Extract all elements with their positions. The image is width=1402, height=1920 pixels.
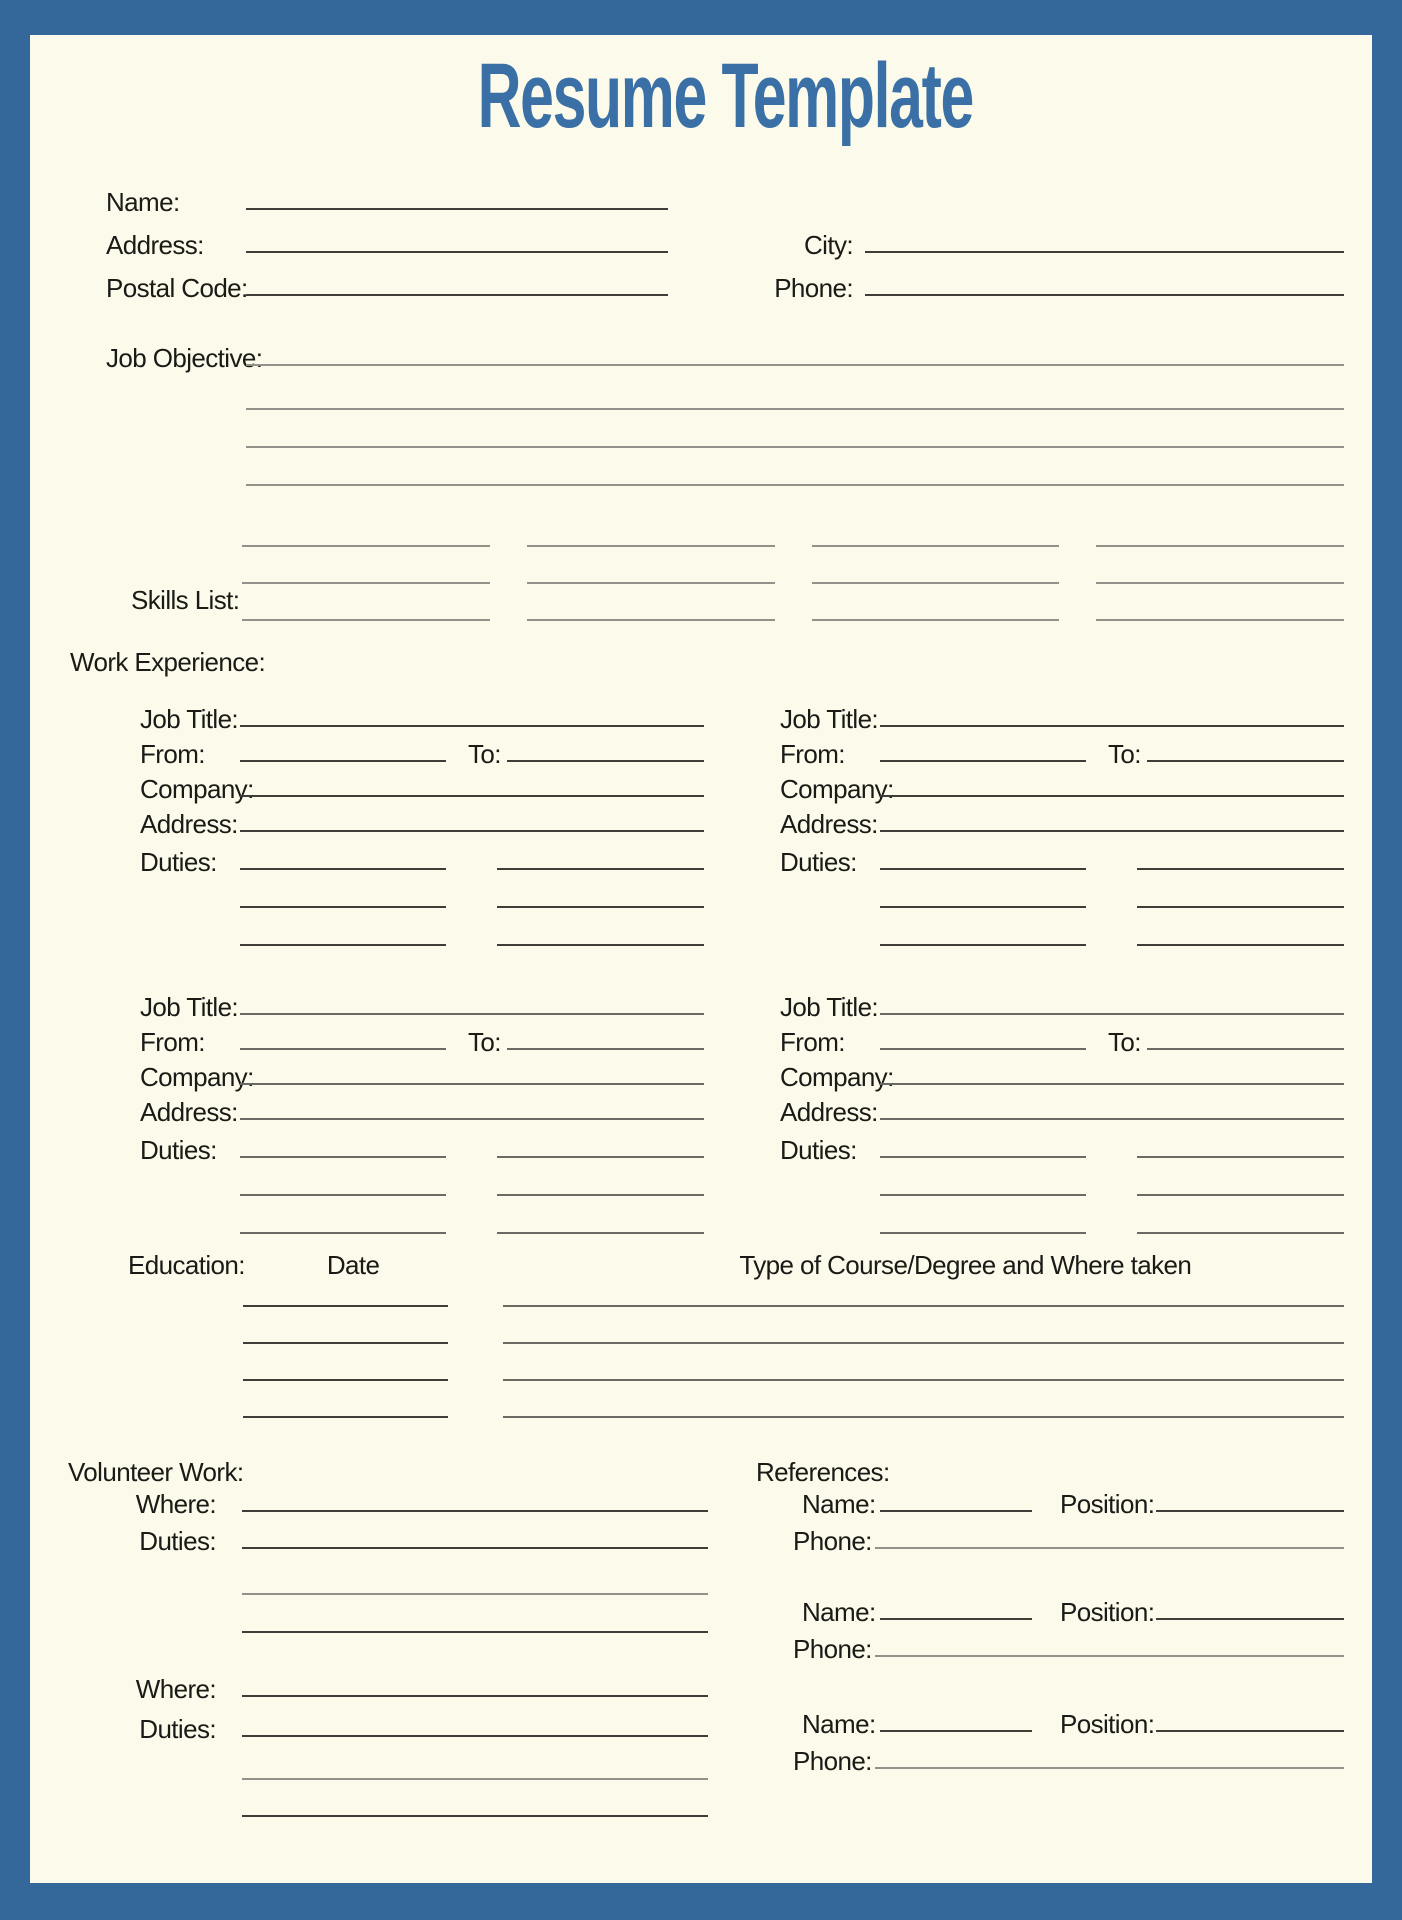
postal-phone-row [106,258,1344,301]
duties-line[interactable] [497,944,704,946]
job-title-line[interactable] [240,725,704,727]
address-label: Address: [140,809,238,839]
volunteer-duties-line[interactable] [242,1554,708,1595]
volunteer-work-section [68,1453,708,1817]
from-label: From: [140,739,205,769]
address-label: Address: [106,230,204,260]
address-label: Address: [780,809,878,839]
personal-info-section [106,172,1344,301]
education-course-line[interactable] [503,1305,1344,1307]
job-title-line[interactable] [880,1013,1344,1015]
education-row [106,1386,1344,1423]
volunteer-duties-line[interactable] [242,1780,708,1817]
company-label: Company: [140,1062,254,1092]
skills-section [106,510,1344,621]
volunteer-work-header: Volunteer Work: [68,1457,244,1487]
volunteer-duties-line[interactable] [242,1595,708,1633]
reference-phone-line[interactable] [875,1547,1344,1549]
volunteer-duties-line[interactable] [242,1735,708,1737]
address-label: Address: [140,1097,238,1127]
reference-name-line[interactable] [880,1618,1032,1620]
duties-line[interactable] [880,1232,1086,1234]
address-city-row [106,215,1344,258]
reference-name-line[interactable] [880,1510,1032,1512]
reference-entry-row [746,1491,1344,1517]
duties-label: Duties: [140,1135,217,1165]
duties-label: Duties: [140,847,217,877]
duties-line[interactable] [880,944,1086,946]
from-label: From: [780,1027,845,1057]
job-objective-section [106,327,1344,486]
volunteer-where-label: Where: [135,1489,216,1519]
duties-line[interactable] [880,868,1086,870]
education-date-line[interactable] [243,1379,448,1381]
name-label: Name: [106,187,180,217]
phone-input-line[interactable] [865,294,1344,296]
from-line[interactable] [240,760,446,762]
job-entry-2 [746,697,1344,951]
title-wrap [106,45,1344,147]
education-header-row [106,1247,1344,1283]
duties-line[interactable] [1137,906,1344,908]
company-line[interactable] [240,1083,704,1085]
duties-line[interactable] [240,868,446,870]
to-label: To: [468,1027,501,1057]
job-objective-line[interactable] [246,371,1344,410]
volunteer-duties-line[interactable] [242,1742,708,1780]
job-address-line[interactable] [240,830,704,832]
education-course-line[interactable] [503,1416,1344,1418]
from-label: From: [140,1027,205,1057]
address-input-line[interactable] [246,251,668,253]
education-label: Education: [128,1250,245,1280]
job-objective-label: Job Objective: [106,343,263,373]
volunteer-where-line[interactable] [242,1510,708,1512]
skill-line[interactable] [527,584,775,621]
work-experience-header-row [70,641,1344,683]
job-title-label: Job Title: [140,704,239,734]
reference-phone-line[interactable] [875,1767,1344,1769]
job-title-label: Job Title: [780,704,879,734]
duties-line[interactable] [1137,1194,1344,1196]
address-label: Address: [780,1097,878,1127]
reference-position-line[interactable] [1156,1730,1344,1732]
reference-phone-label: Phone: [793,1634,872,1664]
to-line[interactable] [507,1048,704,1050]
education-course-line[interactable] [503,1342,1344,1344]
job-entry-1 [106,697,704,951]
skill-line[interactable] [242,510,490,547]
postal-code-label: Postal Code: [106,273,248,303]
education-date-line[interactable] [243,1342,448,1344]
from-line[interactable] [880,1048,1086,1050]
to-line[interactable] [1147,760,1344,762]
duties-line[interactable] [497,1232,704,1234]
duties-line[interactable] [497,1194,704,1196]
duties-line[interactable] [240,944,446,946]
skill-line[interactable] [812,510,1060,547]
skill-line[interactable] [527,510,775,547]
job-entry-4 [746,985,1344,1239]
city-label: City: [803,230,853,260]
education-row [106,1349,1344,1386]
volunteer-duties-label: Duties: [139,1714,216,1744]
job-title-line[interactable] [880,725,1344,727]
company-line[interactable] [880,795,1344,797]
volunteer-duties-label: Duties: [139,1526,216,1556]
skill-line[interactable] [242,584,490,621]
duties-line[interactable] [497,1156,704,1158]
volunteer-where-line[interactable] [242,1695,708,1697]
education-date-header: Date [326,1250,380,1280]
duties-line[interactable] [880,906,1086,908]
reference-name-label: Name: [802,1709,876,1739]
skill-line[interactable] [527,547,775,584]
duties-line[interactable] [1137,868,1344,870]
company-label: Company: [780,774,894,804]
page-title: Resume Template [477,45,973,147]
duties-label: Duties: [780,1135,857,1165]
job-objective-line[interactable] [246,364,1344,366]
reference-entry-row [746,1588,1344,1625]
skill-line[interactable] [812,547,1060,584]
skills-list-label: Skills List: [131,585,240,615]
reference-phone-label: Phone: [793,1746,872,1776]
job-address-line[interactable] [880,1118,1344,1120]
duties-line[interactable] [880,1194,1086,1196]
company-line[interactable] [880,1083,1344,1085]
to-line[interactable] [507,760,704,762]
to-label: To: [1108,739,1141,769]
job-title-label: Job Title: [780,992,879,1022]
postal-code-input-line[interactable] [246,294,668,296]
education-row [106,1283,1344,1312]
duties-line[interactable] [240,1232,446,1234]
work-experience-row-2 [106,985,1344,1239]
duties-line[interactable] [1137,1156,1344,1158]
from-line[interactable] [880,760,1086,762]
education-row [106,1312,1344,1349]
job-address-line[interactable] [880,830,1344,832]
to-label: To: [1108,1027,1141,1057]
from-line[interactable] [240,1048,446,1050]
references-section [746,1453,1344,1817]
form-content [30,45,1372,1898]
job-address-line[interactable] [240,1118,704,1120]
work-experience-row-1 [106,697,1344,951]
job-title-line[interactable] [240,1013,704,1015]
reference-position-label: Position: [1060,1709,1155,1739]
education-course-header: Type of Course/Degree and Where taken [739,1250,1192,1280]
reference-name-line[interactable] [880,1730,1032,1732]
duties-line[interactable] [240,1156,446,1158]
skill-line[interactable] [1096,584,1344,621]
name-row [106,172,1344,215]
company-label: Company: [780,1062,894,1092]
duties-line[interactable] [1137,944,1344,946]
duties-label: Duties: [780,847,857,877]
reference-position-label: Position: [1060,1489,1155,1519]
job-entry-3 [106,985,704,1239]
education-course-line[interactable] [503,1379,1344,1381]
skills-grid [242,510,1344,621]
duties-line[interactable] [240,906,446,908]
volunteer-where-label: Where: [135,1674,216,1704]
bottom-section [68,1453,1344,1817]
from-label: From: [780,739,845,769]
reference-phone-line[interactable] [875,1655,1344,1657]
education-date-line[interactable] [243,1305,448,1307]
company-line[interactable] [240,795,704,797]
education-date-line[interactable] [243,1416,448,1418]
reference-phone-label: Phone: [793,1526,872,1556]
skill-line[interactable] [812,584,1060,621]
work-experience-header: Work Experience: [70,647,266,677]
to-label: To: [468,739,501,769]
phone-label: Phone: [774,273,853,303]
duties-line[interactable] [1137,1232,1344,1234]
duties-line[interactable] [497,906,704,908]
job-objective-line[interactable] [246,410,1344,448]
company-label: Company: [140,774,254,804]
reference-entry-row [746,1517,1344,1554]
reference-entry-row [746,1700,1344,1737]
name-input-line[interactable] [246,208,668,210]
duties-line[interactable] [240,1194,446,1196]
skill-line[interactable] [1096,547,1344,584]
job-title-label: Job Title: [140,992,239,1022]
city-input-line[interactable] [865,251,1344,253]
reference-position-label: Position: [1060,1597,1155,1627]
reference-position-line[interactable] [1156,1618,1344,1620]
reference-name-label: Name: [802,1597,876,1627]
reference-entry-row [746,1625,1344,1662]
skill-line[interactable] [1096,510,1344,547]
skill-line[interactable] [242,547,490,584]
duties-line[interactable] [880,1156,1086,1158]
volunteer-duties-line[interactable] [242,1547,708,1549]
to-line[interactable] [1147,1048,1344,1050]
reference-entry-row [746,1737,1344,1774]
duties-line[interactable] [497,868,704,870]
reference-name-label: Name: [802,1489,876,1519]
references-header: References: [756,1457,890,1487]
job-objective-line[interactable] [246,448,1344,486]
reference-position-line[interactable] [1156,1510,1344,1512]
